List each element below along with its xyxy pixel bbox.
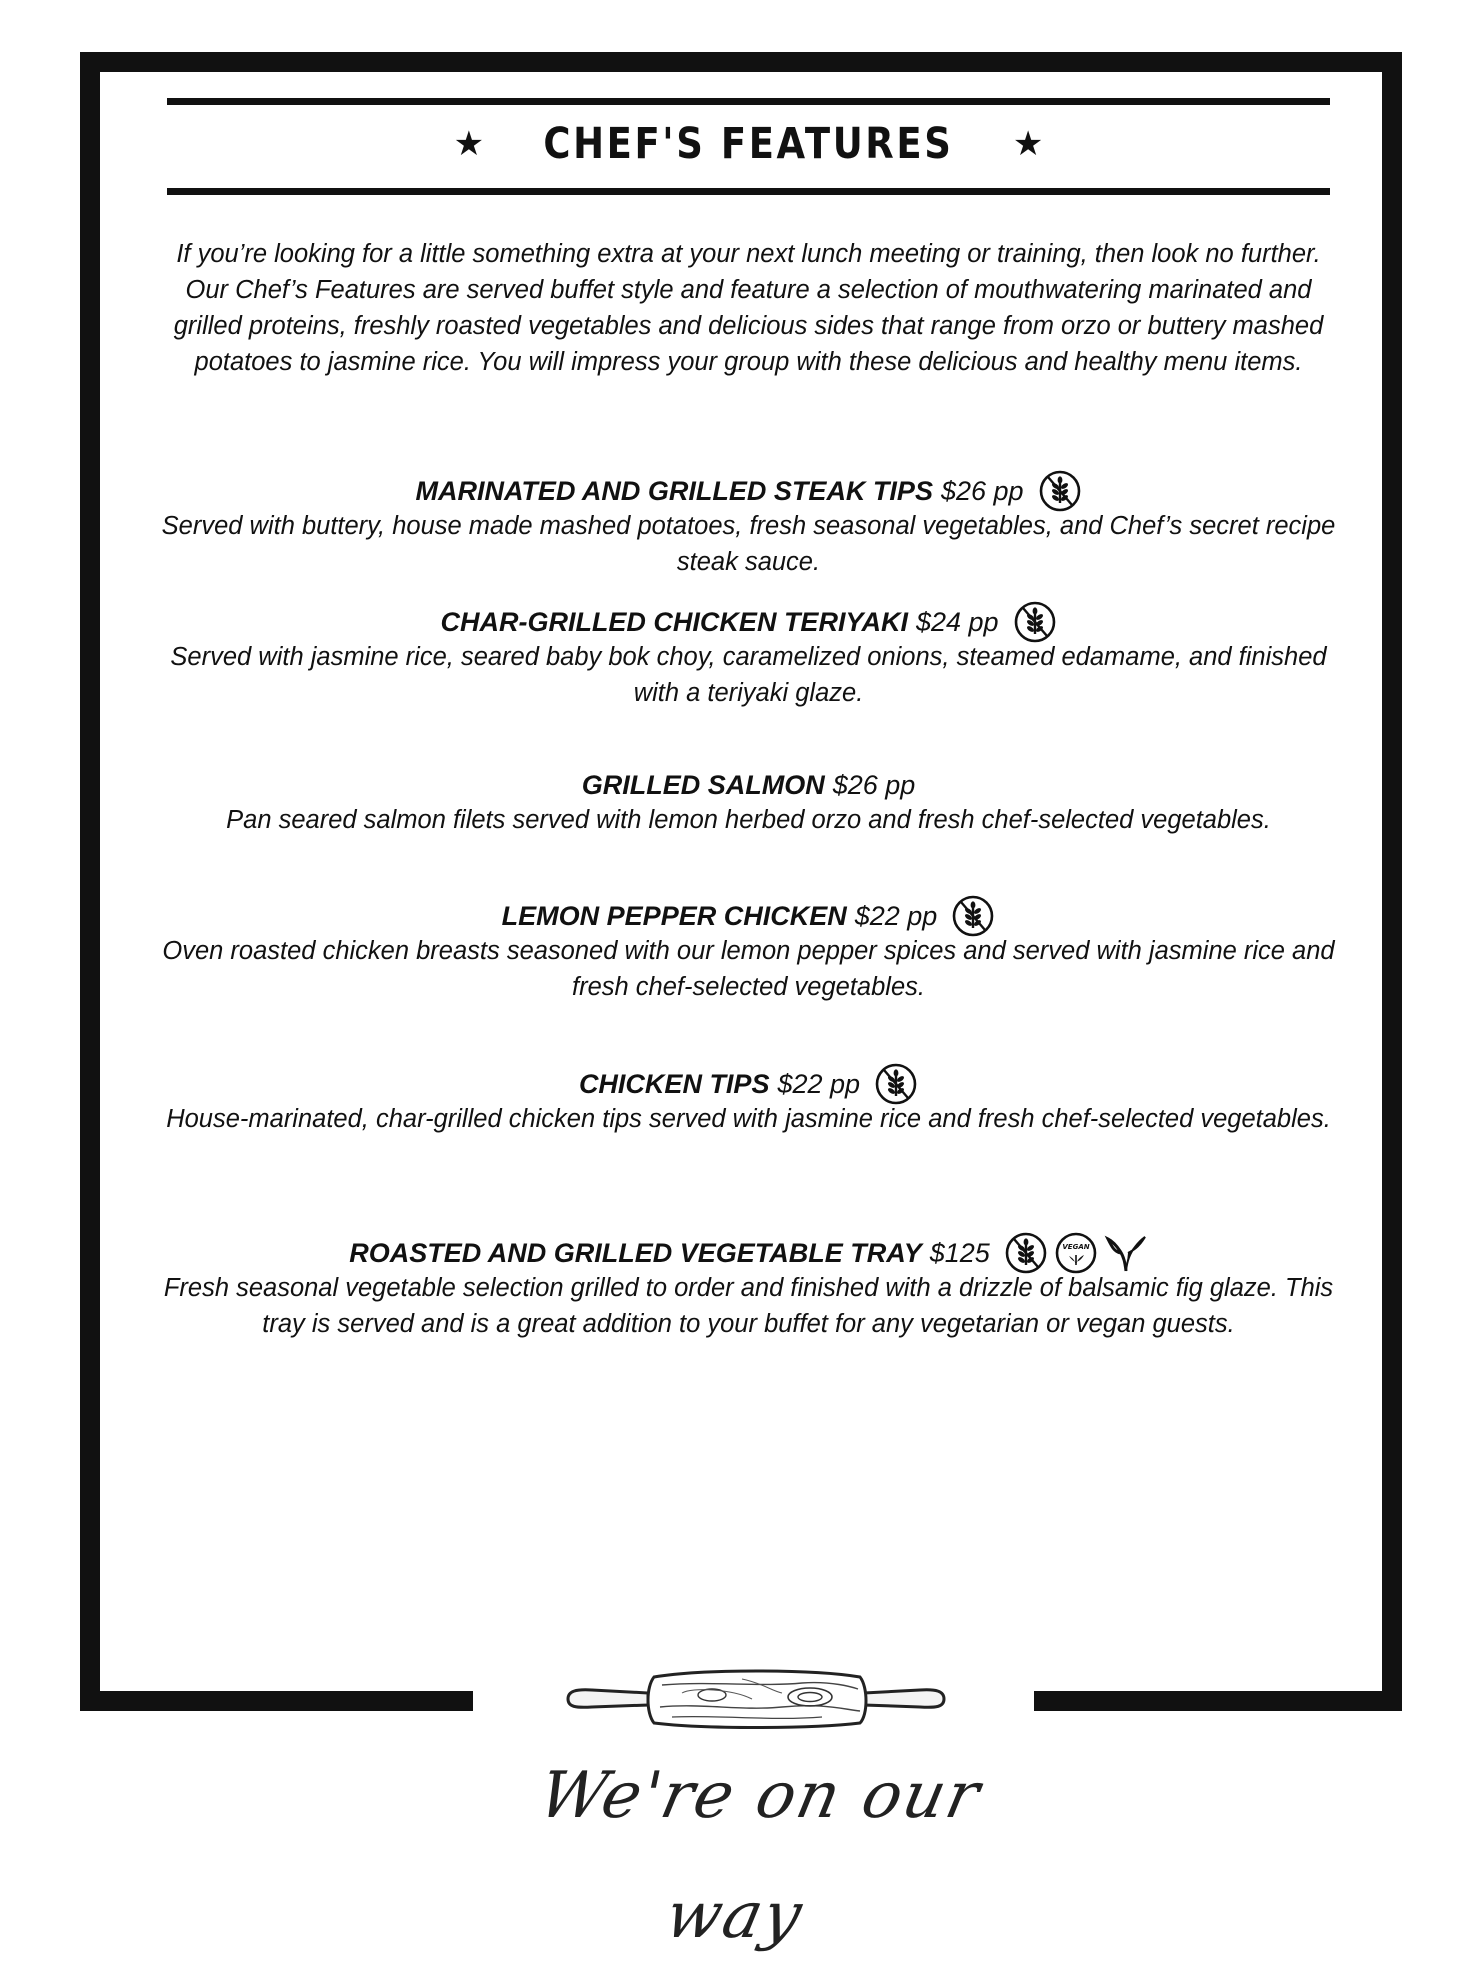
menu-item — [160, 474, 1337, 580]
item-name: GRILLED SALMON — [581, 770, 825, 800]
star-right-icon: ★ — [1012, 124, 1044, 164]
item-description: Oven roasted chicken breasts seasoned with our lemon pepper spices and served with jasmine rice and fresh chef-selected vegetables. — [162, 937, 1335, 1001]
item-price: $22 pp — [777, 1069, 861, 1099]
menu-item — [160, 1067, 1337, 1137]
item-price: $22 pp — [854, 901, 938, 931]
page-header — [167, 114, 1330, 174]
page-title: CHEF'S FEATURES — [543, 119, 954, 169]
gluten-free-icon — [1004, 1231, 1048, 1275]
item-price: $26 pp — [940, 476, 1024, 506]
item-description: Pan seared salmon filets served with lemon herbed orzo and fresh chef-selected vegetables. — [226, 806, 1271, 834]
frame-bottom-right-border — [1034, 1691, 1402, 1711]
gluten-free-icon — [1038, 469, 1082, 513]
menu-item — [160, 768, 1337, 838]
menu-item — [160, 605, 1337, 711]
item-name: CHICKEN TIPS — [578, 1069, 770, 1099]
item-price: $125 — [929, 1238, 990, 1268]
rolling-pin-icon — [562, 1657, 950, 1737]
frame-left-border — [80, 52, 100, 1711]
gluten-free-icon — [1013, 600, 1057, 644]
frame-bottom-left-border — [80, 1691, 473, 1711]
menu-item — [160, 899, 1337, 1005]
item-description: Served with jasmine rice, seared baby bok choy, caramelized onions, steamed edamame, and finished with a teriyaki glaze. — [170, 643, 1327, 707]
item-name: CHAR-GRILLED CHICKEN TERIYAKI — [440, 607, 908, 637]
vegan-badge-text: VEGAN — [1062, 1243, 1090, 1251]
frame-top-border — [80, 52, 1402, 72]
gluten-free-icon — [951, 894, 995, 938]
item-description: House-marinated, char-grilled chicken tips served with jasmine rice and fresh chef-selected vegetables. — [166, 1105, 1331, 1133]
vegan-icon — [1054, 1231, 1098, 1275]
title-rule-top — [167, 98, 1330, 105]
signature-text: We're on our way — [532, 1759, 988, 1953]
item-name: LEMON PEPPER CHICKEN — [501, 901, 847, 931]
menu-item — [160, 1236, 1337, 1342]
item-price: $26 pp — [832, 770, 916, 800]
gluten-free-icon — [874, 1062, 918, 1106]
item-name: MARINATED AND GRILLED STEAK TIPS — [415, 476, 933, 506]
intro-paragraph: If you’re looking for a little something extra at your next lunch meeting or training, then look no further. Our Chef’s Features are served buffet style and feature a selection of mouthwatering marinated and grilled proteins, freshly roasted vegetables and delicious sides that range from orzo or buttery mashed potatoes to jasmine rice. You will impress your group with these delicious and healthy menu items. — [173, 240, 1324, 376]
item-description: Served with buttery, house made mashed potatoes, fresh seasonal vegetables, and Chef’s secret recipe steak sauce. — [161, 512, 1336, 576]
item-name: ROASTED AND GRILLED VEGETABLE TRAY — [349, 1238, 922, 1268]
frame-right-border — [1382, 52, 1402, 1711]
title-rule-bottom — [167, 188, 1330, 195]
star-left-icon: ★ — [453, 124, 485, 164]
vegetarian-sprout-icon — [1104, 1231, 1148, 1275]
item-price: $24 pp — [915, 607, 999, 637]
item-description: Fresh seasonal vegetable selection grilled to order and finished with a drizzle of balsamic fig glaze. This tray is served and is a great addition to your buffet for any vegetarian or vegan guests. — [163, 1274, 1334, 1338]
